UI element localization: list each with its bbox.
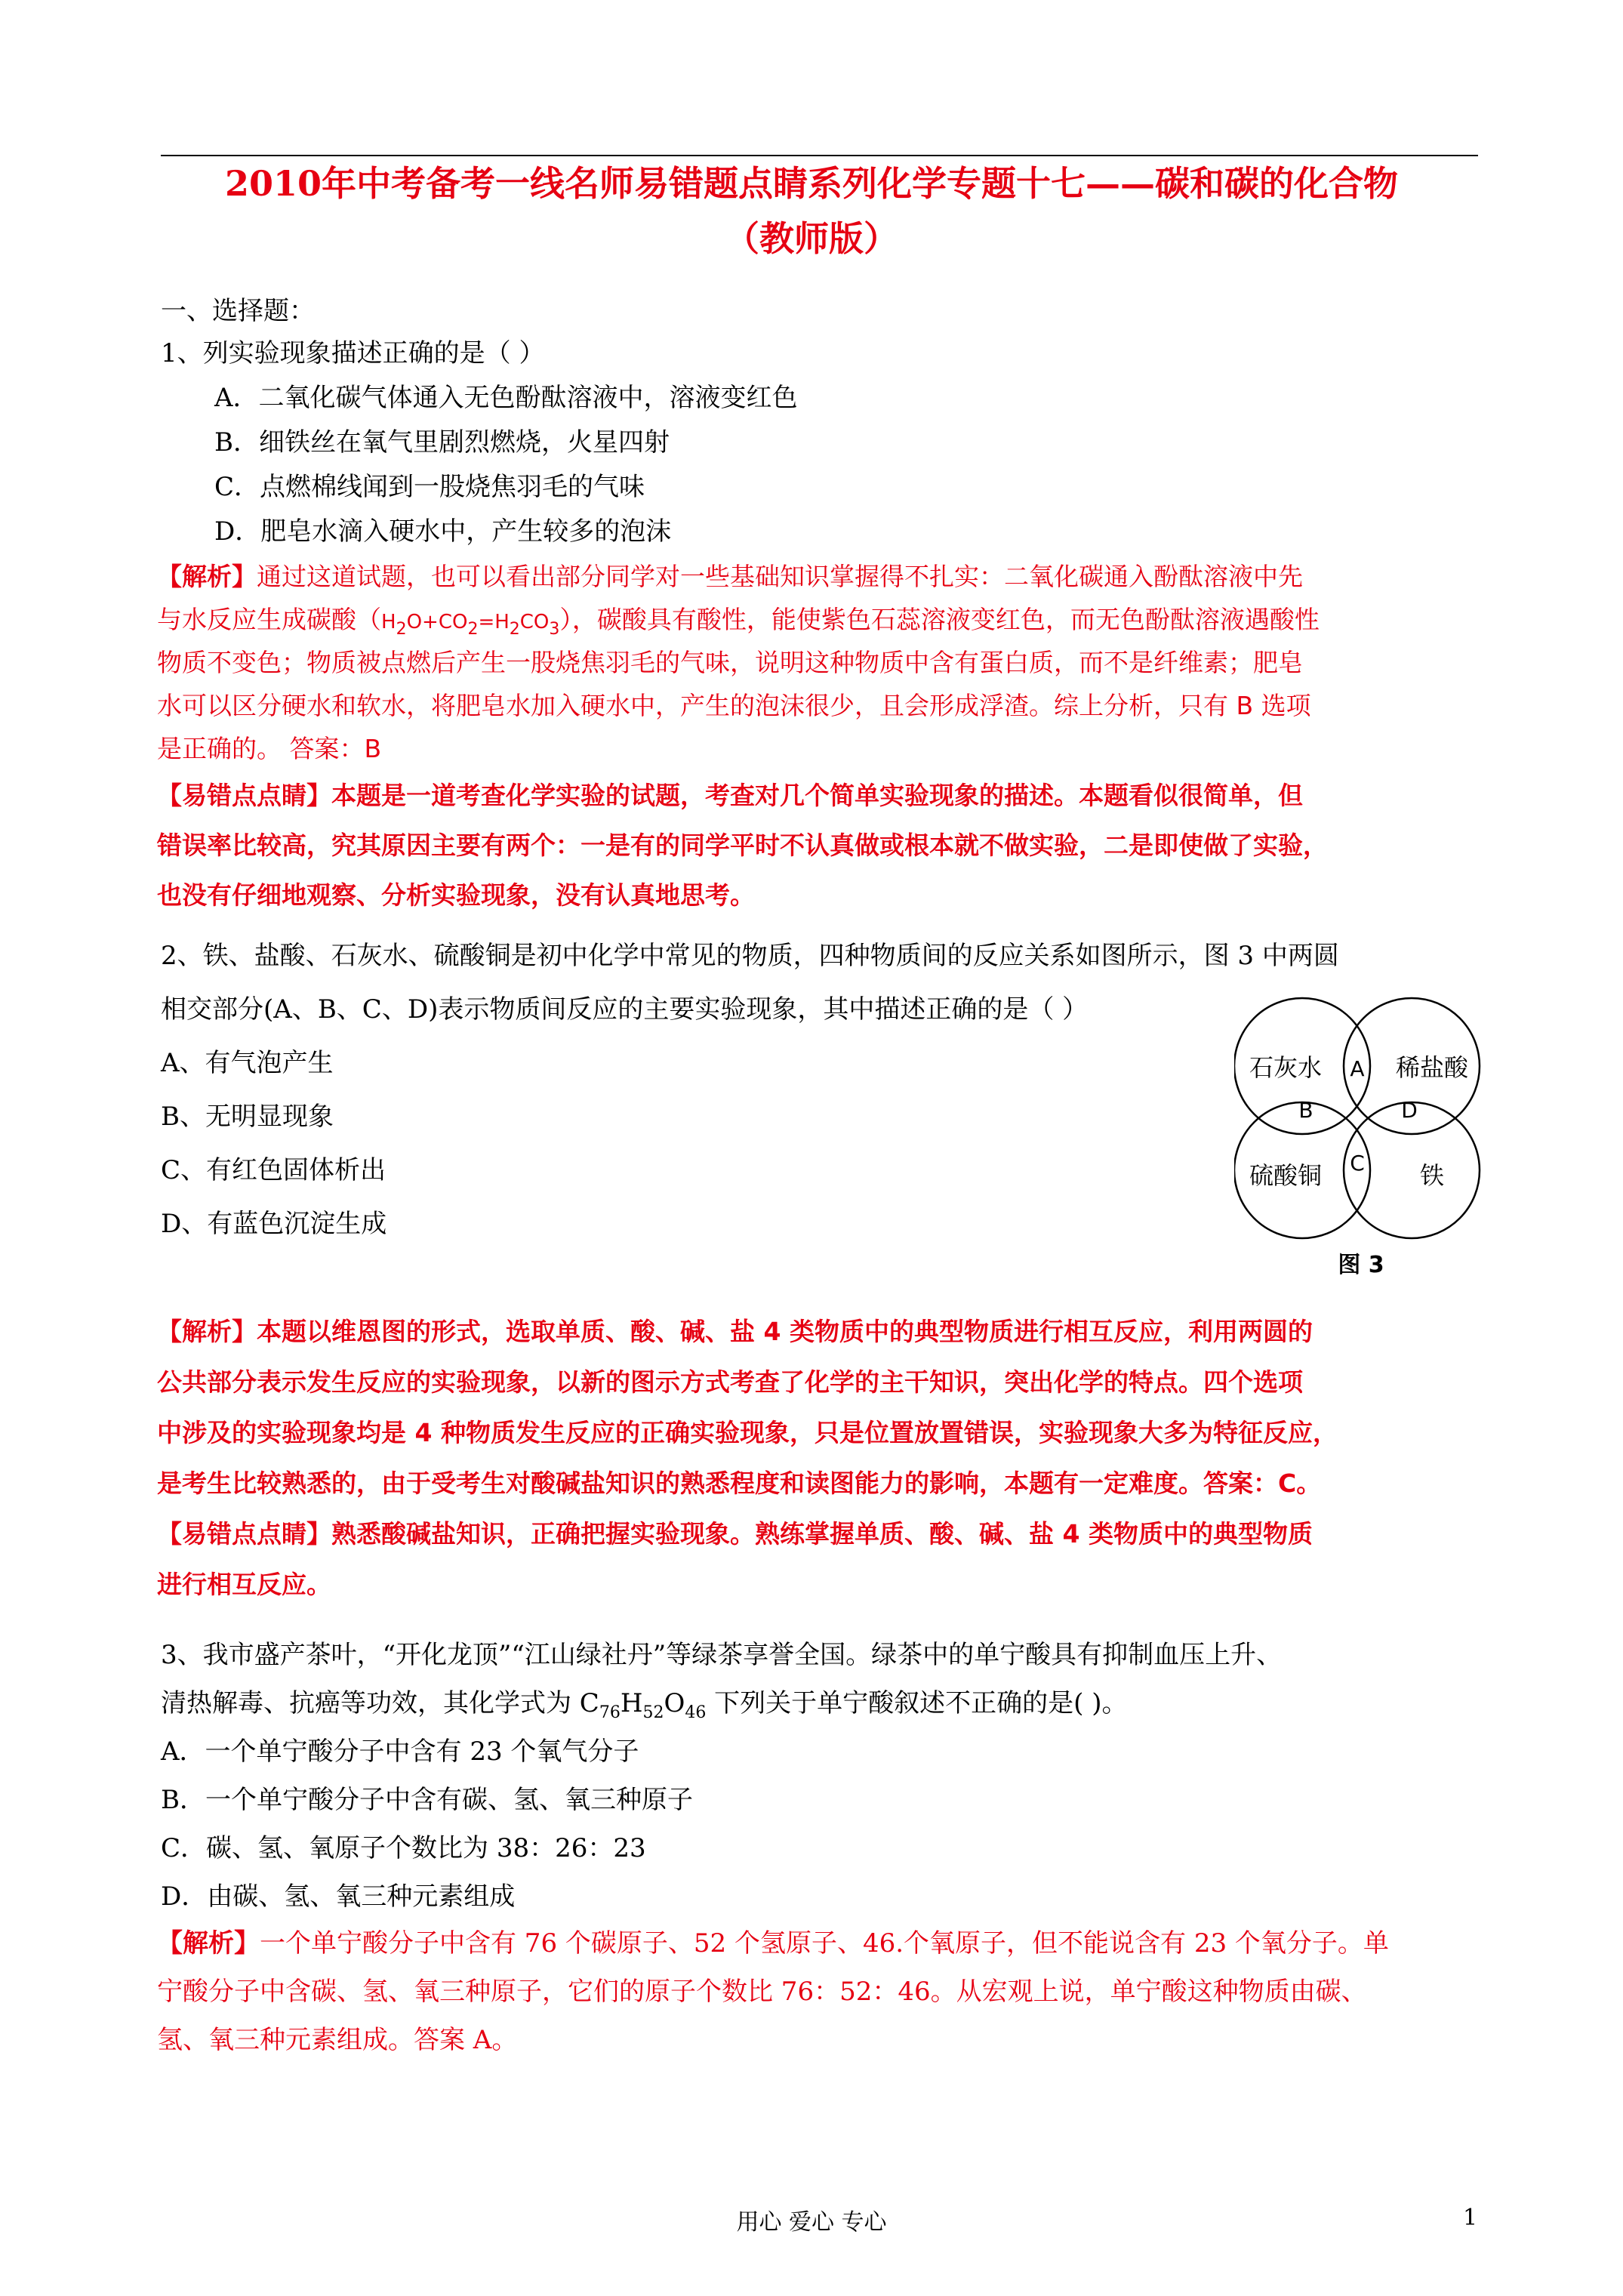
q2-analysis-line4: 是考生比较熟悉的，由于受考生对酸碱盐知识的熟悉程度和读图能力的影响，本题有一定难度。答案：C。 — [157, 1469, 1322, 1498]
page-number: 1 — [1463, 2205, 1478, 2231]
q2-option-d: D、有蓝色沉淀生成 — [161, 1209, 387, 1239]
figure-caption: 图 3 — [1338, 1252, 1384, 1278]
venn-diagram-figure — [1234, 982, 1491, 1284]
q2-analysis-line3: 中涉及的实验现象均是 4 种物质发生反应的正确实验现象，只是位置放置错误，实验现象大多为特征反应， — [157, 1418, 1338, 1447]
label-limewater: 石灰水 — [1249, 1053, 1323, 1082]
q1-pitfall-tag: 【易错点点睛】 — [157, 781, 331, 810]
q2-stem-line2: 相交部分(A、B、C、D)表示物质间反应的主要实验现象，其中描述正确的是（ ） — [161, 994, 1089, 1025]
header-rule — [161, 155, 1478, 156]
q2-analysis-line1: 【解析】本题以维恩图的形式，选取单质、酸、碱、盐 4 类物质中的典型物质进行相互反应，利用两圆的 — [157, 1317, 1313, 1346]
q3-analysis-tag: 【解析】 — [157, 1928, 260, 1959]
q2-option-b: B、无明显现象 — [161, 1102, 334, 1132]
footer-motto: 用心 爱心 专心 — [736, 2209, 887, 2236]
label-dilute-hcl: 稀盐酸 — [1395, 1053, 1469, 1082]
q1-option-a: A．二氧化碳气体通入无色酚酞溶液中，溶液变红色 — [214, 383, 798, 413]
q1-analysis-line1: 【解析】通过这道试题，也可以看出部分同学对一些基础知识掌握得不扎实：二氧化碳通入酚酞溶液中先 — [157, 562, 1303, 591]
q3-option-a: A．一个单宁酸分子中含有 23 个氧气分子 — [161, 1737, 639, 1767]
q3-option-c: C．碳、氢、氧原子个数比为 38：26：23 — [161, 1833, 646, 1863]
q2-option-a: A、有气泡产生 — [161, 1048, 334, 1078]
q2-pitfall-line2: 进行相互反应。 — [157, 1570, 331, 1599]
region-a: A — [1350, 1056, 1365, 1081]
q1-stem: 1、列实验现象描述正确的是（ ） — [161, 338, 545, 368]
q1-pitfall-line2: 错误率比较高，究其原因主要有两个：一是有的同学平时不认真做或根本就不做实验，二是即使做了实验， — [157, 831, 1328, 860]
q2-stem-line1: 2、铁、盐酸、石灰水、硫酸铜是初中化学中常见的物质，四种物质间的反应关系如图所示，图 3 中两圆 — [161, 941, 1339, 971]
label-iron: 铁 — [1419, 1161, 1445, 1190]
q3-option-b: B．一个单宁酸分子中含有碳、氢、氧三种原子 — [161, 1785, 693, 1815]
q1-pitfall-line3: 也没有仔细地观察、分析实验现象，没有认真地思考。 — [157, 880, 755, 910]
document-subtitle: （教师版） — [725, 218, 898, 259]
section-heading: 一、选择题： — [161, 296, 315, 326]
q2-option-c: C、有红色固体析出 — [161, 1155, 387, 1185]
q2-pitfall-line1: 【易错点点睛】熟悉酸碱盐知识，正确把握实验现象。熟练掌握单质、酸、碱、盐 4 类物质中的典型物质 — [157, 1519, 1313, 1549]
q1-analysis-line4: 水可以区分硬水和软水，将肥皂水加入硬水中，产生的泡沫很少，且会形成浮渣。综上分析，只有 B 选项 — [157, 691, 1311, 720]
q2-pitfall-tag: 【易错点点睛】 — [157, 1519, 331, 1549]
q3-analysis-line1: 【解析】一个单宁酸分子中含有 76 个碳原子、52 个氢原子、46.个氧原子，但不能说含有 23 个氧分子。单 — [157, 1928, 1389, 1959]
region-d: D — [1401, 1098, 1418, 1123]
q2-analysis-tag: 【解析】 — [157, 1317, 257, 1346]
region-c: C — [1350, 1151, 1365, 1176]
label-copper-sulfate: 硫酸铜 — [1249, 1161, 1323, 1190]
q2-analysis-line2: 公共部分表示发生反应的实验现象，以新的图示方式考查了化学的主干知识，突出化学的特点。四个选项 — [157, 1367, 1303, 1397]
q3-stem-line2: 清热解毒、抗癌等功效，其化学式为 $C_{76}H_{52}O_{46}$ 下列关于单宁酸叙述不正确的是( )。 — [161, 1688, 1128, 1722]
region-b: B — [1298, 1098, 1313, 1123]
q3-analysis-line3: 氢、氧三种元素组成。答案 A。 — [157, 2025, 518, 2055]
q1-option-d: D．肥皂水滴入硬水中，产生较多的泡沫 — [214, 516, 672, 547]
q1-analysis-line2: 与水反应生成碳酸$(H_2O+CO_2=H_2CO_3)$，碳酸具有酸性，能使紫色石蕊溶液变红色，而无色酚酞溶液遇酸性 — [157, 605, 1320, 639]
q1-pitfall-line1: 【易错点点睛】本题是一道考查化学实验的试题，考查对几个简单实验现象的描述。本题看似很简单，但 — [157, 781, 1303, 810]
q1-option-c: C．点燃棉线闻到一股烧焦羽毛的气味 — [214, 472, 645, 502]
q3-option-d: D．由碳、氢、氧三种元素组成 — [161, 1881, 516, 1912]
q3-stem-line1: 3、我市盛产茶叶，“开化龙顶”“江山绿社丹”等绿茶享誉全国。绿茶中的单宁酸具有抑制血压上升、 — [161, 1640, 1283, 1670]
document-title: 2010年中考备考一线名师易错题点睛系列化学专题十七——碳和碳的化合物 — [224, 163, 1399, 204]
q1-analysis-tag: 【解析】 — [157, 562, 257, 591]
q1-option-b: B．细铁丝在氧气里剧烈燃烧，火星四射 — [214, 427, 670, 458]
q1-analysis-line3: 物质不变色；物质被点燃后产生一股烧焦羽毛的气味，说明这种物质中含有蛋白质，而不是纤维素；肥皂 — [157, 648, 1303, 677]
q1-analysis-line5: 是正确的。 答案：B — [157, 734, 382, 763]
q3-analysis-line2: 宁酸分子中含碳、氢、氧三种原子，它们的原子个数比 76：52：46。从宏观上说，单宁酸这种物质由碳、 — [157, 1977, 1367, 2007]
